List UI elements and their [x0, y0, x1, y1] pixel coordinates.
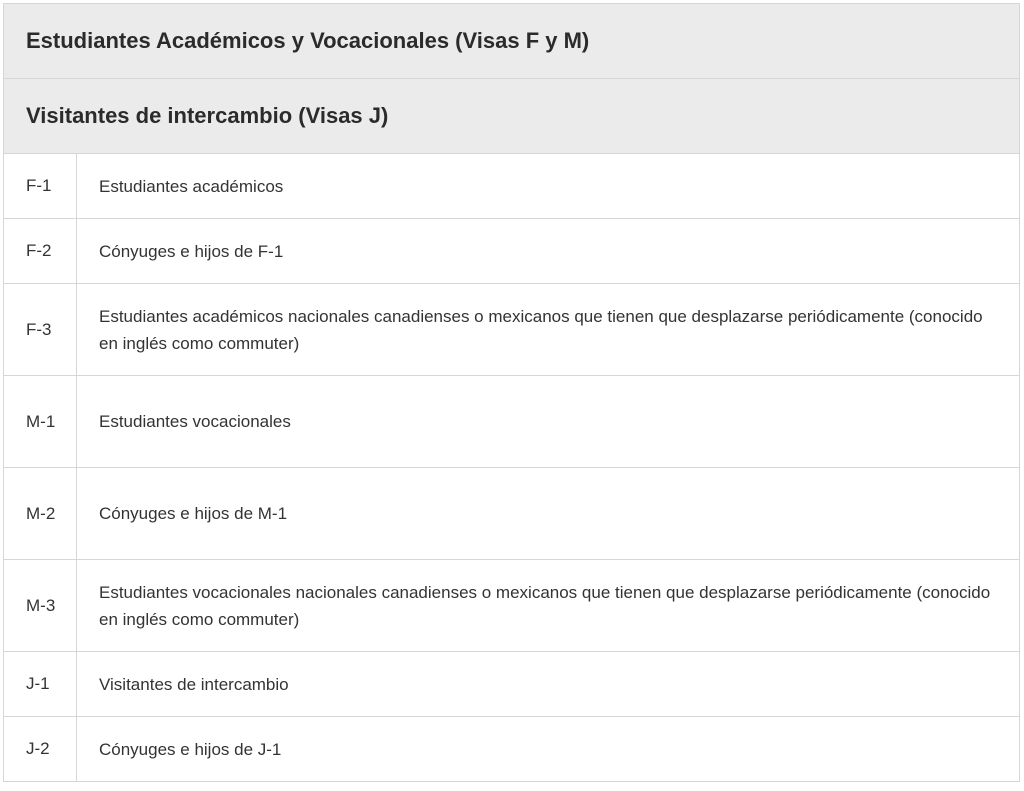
visa-description: Estudiantes vocacionales nacionales canadienses o mexicanos que tienen que desplazarse periódicamente (conocido en inglés como commuter) [77, 560, 1020, 652]
visa-code: M-3 [4, 560, 77, 652]
visa-code: F-3 [4, 284, 77, 376]
table-row [4, 219, 1020, 284]
visa-description: Estudiantes académicos [77, 154, 1020, 219]
table-row [4, 376, 1020, 468]
visa-code: F-1 [4, 154, 77, 219]
visa-table [3, 3, 1020, 782]
visa-description: Cónyuges e hijos de F-1 [77, 219, 1020, 284]
section-header-j: Visitantes de intercambio (Visas J) [4, 79, 1020, 154]
table-row [4, 154, 1020, 219]
visa-code: J-1 [4, 652, 77, 717]
visa-code: J-2 [4, 717, 77, 782]
table-row [4, 560, 1020, 652]
visa-description: Estudiantes académicos nacionales canadienses o mexicanos que tienen que desplazarse periódicamente (conocido en inglés como commuter) [77, 284, 1020, 376]
section-header-f-m: Estudiantes Académicos y Vocacionales (Visas F y M) [4, 4, 1020, 79]
table-header-row [4, 4, 1020, 79]
visa-description: Cónyuges e hijos de J-1 [77, 717, 1020, 782]
visa-description: Cónyuges e hijos de M-1 [77, 468, 1020, 560]
table-row [4, 717, 1020, 782]
visa-code: F-2 [4, 219, 77, 284]
visa-code: M-2 [4, 468, 77, 560]
visa-description: Visitantes de intercambio [77, 652, 1020, 717]
table-row [4, 652, 1020, 717]
visa-table-container [3, 3, 1019, 782]
visa-code: M-1 [4, 376, 77, 468]
table-row [4, 284, 1020, 376]
table-row [4, 468, 1020, 560]
visa-description: Estudiantes vocacionales [77, 376, 1020, 468]
table-header-row [4, 79, 1020, 154]
